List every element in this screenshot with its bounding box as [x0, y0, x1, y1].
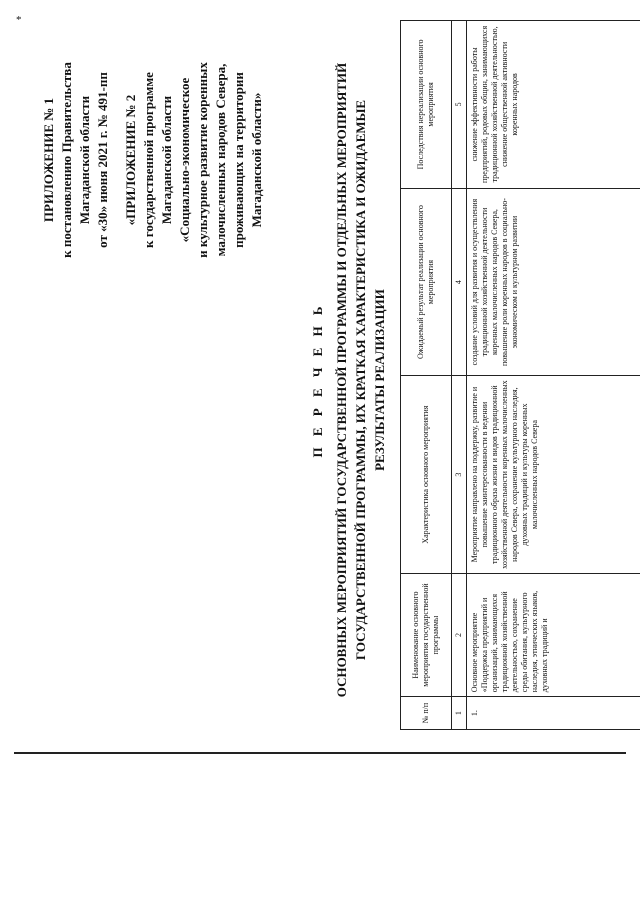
heading-line: РЕЗУЛЬТАТЫ РЕАЛИЗАЦИИ	[372, 289, 387, 471]
column-number: 1	[452, 697, 467, 730]
appendix-line: и культурное развитие коренных	[195, 62, 210, 258]
heading-line: ОСНОВНЫХ МЕРОПРИЯТИЙ ГОСУДАРСТВЕННОЙ ПРОГРАММЫ И ОТДЕЛЬНЫХ МЕРОПРИЯТИЙ	[334, 62, 349, 698]
page-divider	[14, 752, 626, 754]
header-number: № п/п	[401, 697, 452, 730]
appendix-line: «ПРИЛОЖЕНИЕ № 2	[123, 94, 138, 226]
appendix-line: к государственной программе	[141, 72, 156, 248]
header-result: Ожидаемый результат реализации основного мероприятия	[401, 188, 452, 376]
document-heading	[332, 30, 389, 730]
appendix-line: Магаданской области»	[249, 92, 264, 228]
appendix-line: ПРИЛОЖЕНИЕ № 1	[41, 97, 56, 223]
document-title: П Е Р Е Ч Е Н Ь	[310, 302, 325, 458]
measures-table	[400, 20, 640, 730]
row-consequence: снижение эффективности работы предприятий, родовых общин, занимающихся традиционной хозяйственной деятельностью, снижение общественной активности коренных народов	[467, 21, 640, 189]
row-result: создание условий для развития и осуществления традиционной хозяйственной деятельности коренных малочисленных народов Севера, повышение роли коренных народов в социально-экономическом и культурном развитии	[467, 188, 640, 376]
appendix-line: проживающих на территории	[231, 72, 246, 248]
corner-mark: *	[16, 14, 22, 26]
row-number: 1.	[467, 697, 640, 730]
appendix-line: от «30» июня 2021 г. № 491-пп	[95, 72, 110, 248]
row-name: Основное мероприятие «Поддержка предприятий и организаций, занимающихся традиционной хозяйственной деятельностью, сохранение среды обитания, культурного наследия, этнических языков, духовных традиций и	[467, 573, 640, 696]
table-number-row	[452, 21, 467, 730]
table-row	[467, 21, 640, 730]
header-consequence: Последствия нереализации основного мероприятия	[401, 21, 452, 189]
column-number: 2	[452, 573, 467, 696]
appendix-line: к постановлению Правительства	[59, 62, 74, 258]
appendix-block	[40, 30, 266, 290]
heading-line: ГОСУДАРСТВЕННОЙ ПРОГРАММЫ, ИХ КРАТКАЯ ХАРАКТЕРИСТИКА И ОЖИДАЕМЫЕ	[353, 99, 368, 661]
rotated-page	[40, 25, 640, 730]
appendix-line: «Социально-экономическое	[177, 77, 192, 243]
row-characteristic: Мероприятие направлено на поддержку, развитие и повышение заинтересованности в ведении традиционного образа жизни и видов традиционной хозяйственной деятельности коренных малочисленных народов Севера, сохранение культурного наследия, духовных традиций и культуры коренных малочисленных народов Севера	[467, 376, 640, 574]
appendix-line: Магаданской области	[77, 95, 92, 225]
table-header-row	[401, 21, 452, 730]
appendix-line: малочисленных народов Севера,	[213, 63, 228, 257]
header-name: Наименование основного мероприятия государственной программы	[401, 573, 452, 696]
header-characteristic: Характеристика основного мероприятия	[401, 376, 452, 574]
column-number: 4	[452, 188, 467, 376]
column-number: 5	[452, 21, 467, 189]
column-number: 3	[452, 376, 467, 574]
appendix-line: Магаданской области	[159, 95, 174, 225]
